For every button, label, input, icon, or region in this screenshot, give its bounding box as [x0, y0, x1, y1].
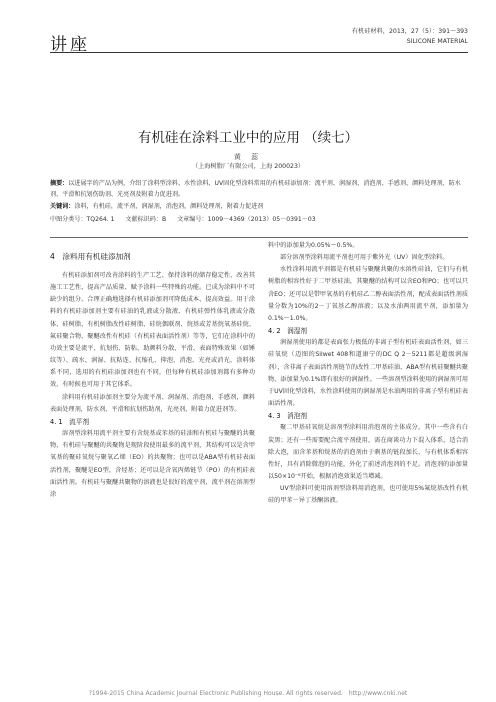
paragraph: 水性涂料用流平剂都是有机硅与聚醚共聚的水溶性硅油，它们与有机树脂的相容性好于二甲基硅油，其聚醚的结构可以含EO和PO；也可以只含EO；还可以是带甲氧基的有机硅乙二醇表面活性剂，配成表面活性剂质量分数为10%的2－丁氧基乙醇溶液；以及水油两用流平剂，添加量为0.1%～1.0%。	[268, 266, 468, 322]
article-number: 文章编号：1009－4369（2013）05－0391－03	[177, 215, 316, 223]
section-heading: 4 涂料用有机硅添加剂	[50, 252, 131, 261]
keywords-text: 涂料，有机硅，流平剂，润湿剂，消泡剂，颜料处理剂，附着力促进剂	[74, 202, 264, 210]
paragraph: 聚二甲基硅氧烷是溶剂型涂料用消泡剂的主体成分，其中一些含有白炭黑；还有一些需要配合流平剂使用，需在商谈功力下混入体系，适合消除大泡，而含苯基和烷基的消泡剂由于剩基的链段加长，与有机体系相容性好，具有消除微泡的功能，外化了前述消泡剂的不足。消泡剂的添加量以50×10⁻⁶开始，根据消泡效果适当增减。	[268, 424, 468, 480]
keywords-label: 关键词：	[50, 202, 75, 210]
subsection-heading: 4. 2 润湿剂	[268, 327, 307, 336]
journal-citation: 有机硅材料，2013，27（5）：391～393	[351, 28, 468, 35]
article-affiliation: （上海树脂厂有限公司，上海 200023）	[191, 163, 305, 170]
document-code: 文献标识码：B	[125, 215, 167, 223]
clc-number: 中图分类号：TQ264. 1	[50, 215, 115, 223]
right-column	[268, 240, 468, 507]
section-label: 讲座	[50, 35, 90, 55]
paragraph: 部分溶剂型涂料用流平剂也可用于紫外光（UV）固化型涂料。	[280, 254, 449, 262]
classification-row	[50, 214, 468, 225]
abstract	[50, 178, 468, 201]
keywords	[50, 201, 468, 212]
article-title: 有机硅在涂料工业中的应用 （续七）	[137, 130, 359, 146]
abstract-divider	[50, 237, 468, 238]
header-rule	[50, 52, 468, 53]
left-column	[50, 250, 255, 501]
paragraph: 润湿剂使用的都是表面张力极低的非离子型有机硅表面活性剂，如三硅氧烷（迈图的Silwet 408和道康宁的DC Q 2－5211都是超级润湿剂），含非离子表面活性剂链节的改性二甲基硅油、ABA型有机硅聚醚共聚物，添加量为0.1%即有很好的润湿性。一些溶剂型涂料使用的润湿剂可用于UV固化型涂料，水性涂料使用的润湿剂是水油两用的非离子型有机硅表面活性剂。	[268, 339, 468, 408]
paragraph: UV型涂料可使用溶剂型涂料用消泡剂，也可使用5%氟烷基改性有机硅的甲苯－异丁基酮溶液。	[268, 485, 468, 505]
abstract-label: 摘要：	[50, 180, 69, 187]
subsection-heading: 4. 1 流平剂	[50, 417, 89, 426]
abstract-text: 以进展字的产品为例，介绍了涂料型涂料、水性涂料、UV固化型涂料常用的有机硅添加剂：流平剂、润湿剂、消泡剂、手感剂、颜料处理剂、防水剂、平滑和抗划伤助剂、光亮剂及附着力促进剂。	[50, 180, 461, 199]
journal-info	[352, 27, 468, 47]
paragraph: 涂料用有机硅添加剂主要分为流平剂、润湿剂、消泡剂、手感剂，颜料表面处理剂，防水剂、平滑和抗划伤助剂，光亮剂，附着力促进剂等。	[50, 393, 255, 413]
paragraph: 有机硅添加剂可改善涂料的生产工艺、保持涂料的储存稳定性、改善其施工工艺性、提高产品质量、赋予涂料一些特殊的功能。已成为涂料中不可缺少的组分。合理正确地选择有机硅添加剂可降低成本、提高效益。用于涂料的有机硅添加剂主要有硅油的乳液或分散液、有机硅弹性体乳液或分散体、硅树脂、有机树脂改性硅树脂、硅烷偶联剂、烷基或芳基烷氧基硅烷、氟硅聚合物、聚醚改性有机硅（有机硅表面活性剂）等等，它们在涂料中的功效主要是流平、抗划伤、防粘、助颜料分散、平滑、表面特殊效果（如锤纹等）、疏水、润湿、抗粘连、抗缩孔、抑泡、消泡、光亮或消光、涂料体系不同，选用的有机硅添加剂也有不同，但每种有机硅添加剂都有多种功效，有时候也可用于其它体系。	[50, 272, 255, 389]
paragraph: 溶剂型涂料用流平剂主要有含烷基或苯基的硅油和有机硅与聚醚的共聚物，有机硅与聚醚的共聚物是现阶段使用最多的流平剂，其结构可以是含甲氧基的聚硅氧烷与聚氧乙烯（EO）的共聚物；也可以是ABA型有机硅表面活性剂，聚醚是EO型，含烃基；还可以是含氧丙烯链节（PO）的有机硅表面活性剂。有机硅与聚醚共聚物的溶液也是很好的流平剂，流平剂在溶剂型涂	[50, 430, 255, 498]
copyright-footer: ?1994-2015 China Academic Journal Electronic Publishing House. All rights reserved. http://www.cnki.net	[88, 690, 408, 697]
subsection-heading: 4. 3 消泡剂	[268, 412, 307, 421]
journal-english-name: SILICONE MATERIAL	[406, 38, 468, 45]
abstract-block	[50, 178, 468, 225]
paragraph: 料中的添加量为0.05%～0.5%。	[268, 242, 359, 249]
article-author: 黄 蕊	[233, 153, 263, 161]
